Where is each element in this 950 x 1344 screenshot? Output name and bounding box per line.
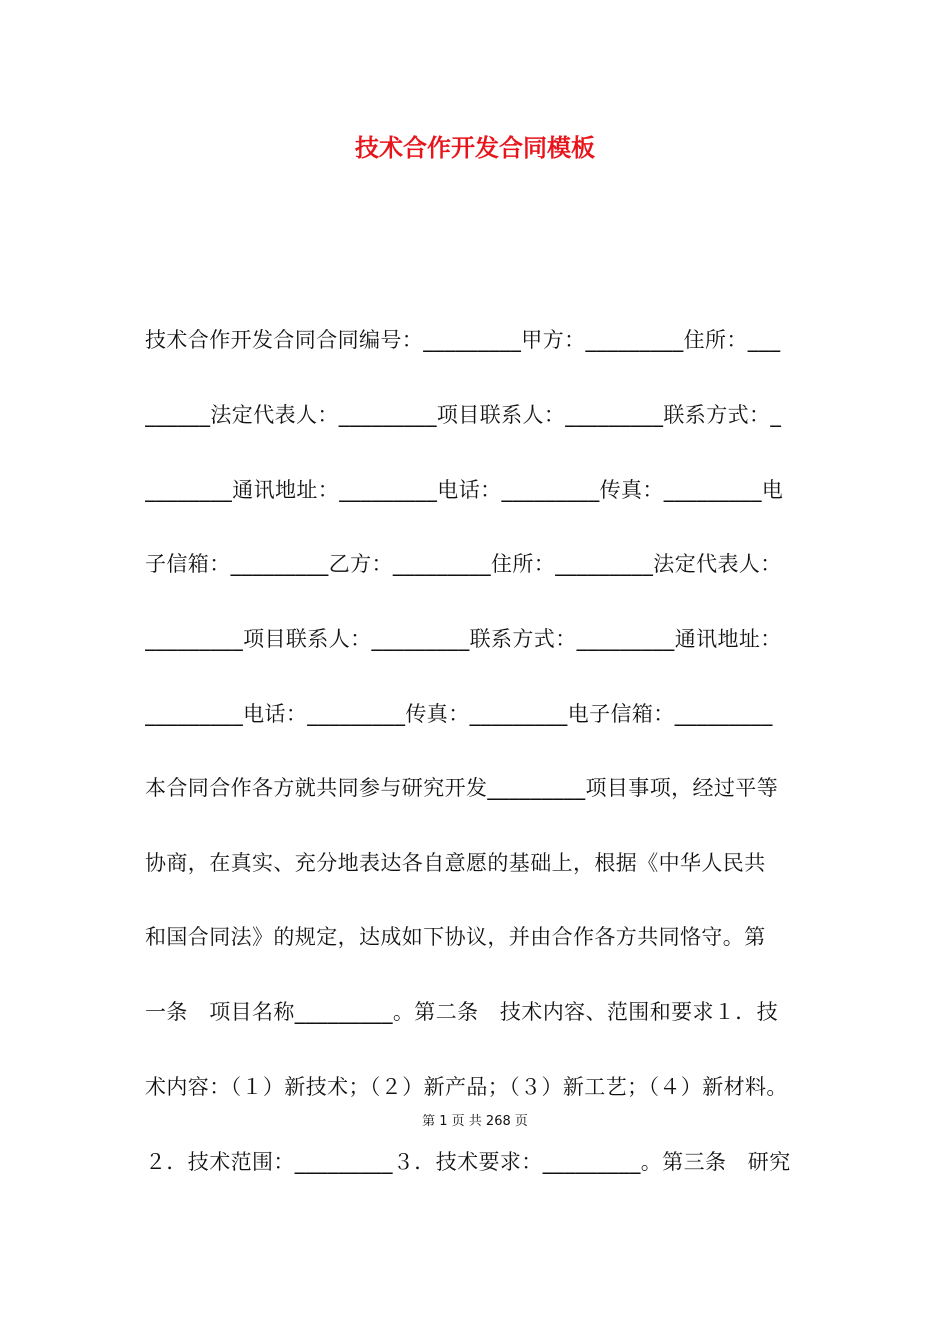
- body-line-10: 一条 项目名称_________。第二条 技术内容、范围和要求１．技: [145, 1000, 779, 1024]
- body-line-9: 和国合同法》的规定，达成如下协议，并由合作各方共同恪守。第: [145, 925, 766, 949]
- body-line-7: 本合同合作各方就共同参与研究开发_________项目事项，经过平等: [145, 776, 779, 800]
- body-line-12: ２．技术范围：_________３．技术要求：_________。第三条 研究: [145, 1150, 791, 1174]
- body-line-6: _________电话：_________传真：_________电子信箱：_________: [145, 702, 773, 726]
- body-line-4: 子信箱：_________乙方：_________住所：_________法定代表人：: [145, 552, 782, 576]
- body-line-8: 协商，在真实、充分地表达各自意愿的基础上，根据《中华人民共: [145, 851, 766, 875]
- body-line-11: 术内容：（１）新技术；（２）新产品；（３）新工艺；（４）新材料。: [145, 1075, 788, 1099]
- body-line-2: ______法定代表人：_________项目联系人：_________联系方式：_: [145, 403, 782, 427]
- document-title: 技术合作开发合同模板: [355, 134, 595, 162]
- body-line-3: ________通讯地址：_________电话：_________传真：_________电: [145, 478, 784, 502]
- page-number-footer: 第 1 页 共 268 页: [422, 1114, 528, 1129]
- body-line-5: _________项目联系人：_________联系方式：_________通讯地址：: [145, 627, 782, 651]
- body-line-1: 技术合作开发合同合同编号：_________甲方：_________住所：___: [145, 328, 781, 352]
